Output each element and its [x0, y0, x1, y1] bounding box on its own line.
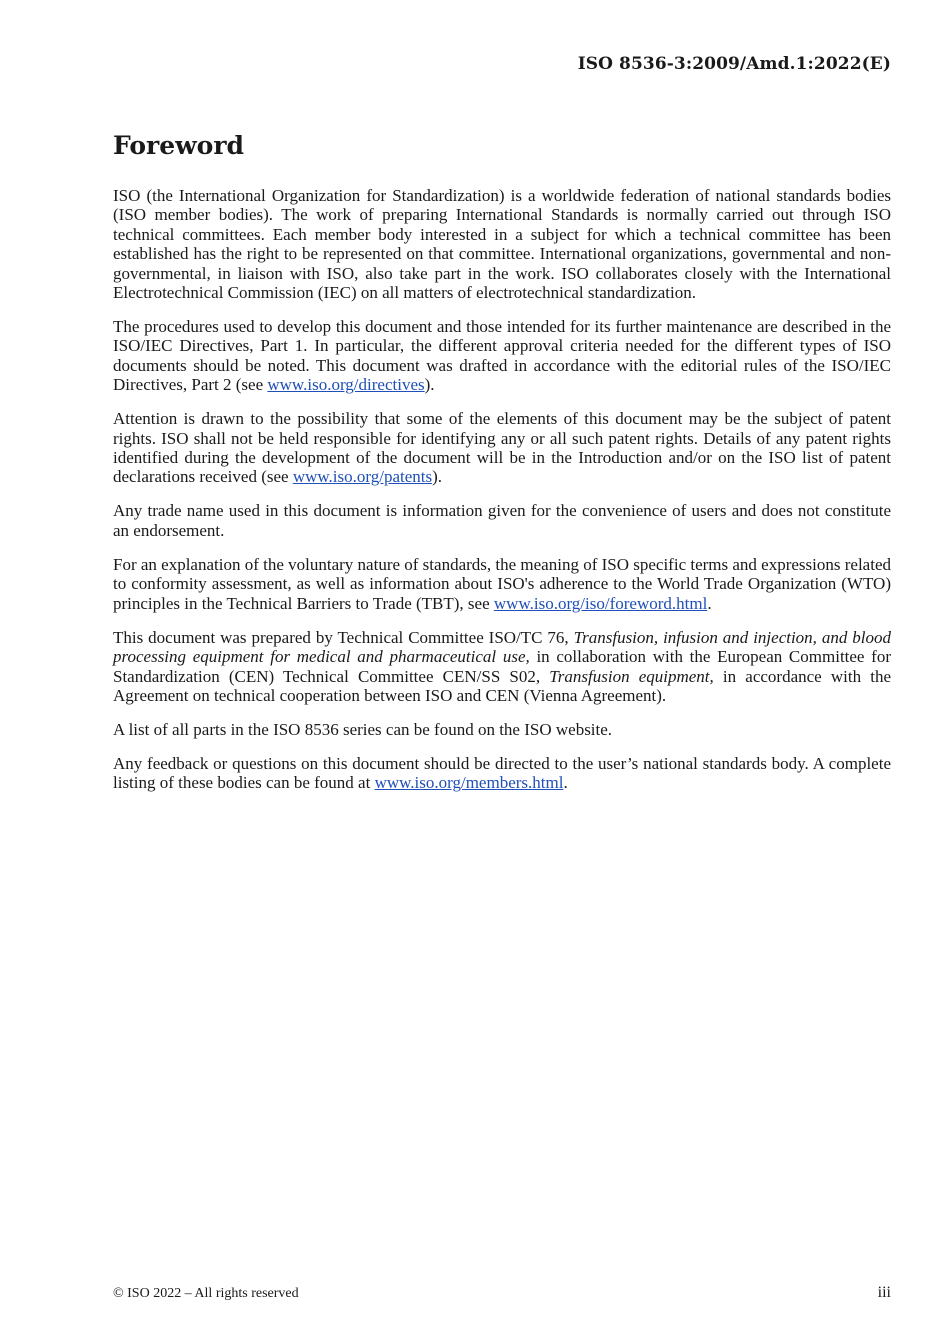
foreword-link[interactable]: www.iso.org/iso/foreword.html [493, 593, 708, 613]
cen-committee-title-italic: Transfusion equipment, [549, 666, 714, 686]
paragraph-voluntary-text: For an explanation of the voluntary nature of standards, the meaning of ISO specific terms and expressions related to conformity assessment, as well as information about ISO's adherence to the World Trade Organization (WTO) principles in the Technical Barriers to Trade (TBT), see [113, 554, 891, 613]
page-title: Foreword [113, 131, 244, 160]
paragraph-committee [113, 628, 891, 706]
paragraph-committee-a: This document was prepared by Technical Committee ISO/TC 76, [113, 627, 574, 647]
paragraph-iso-intro: ISO (the International Organization for Standardization) is a worldwide federation of national standards bodies (ISO member bodies). The work of preparing International Standards is normally carried out through ISO technical committees. Each member body interested in a subject for which a technical committee has been established has the right to be represented on that committee. International organizations, governmental and non-governmental, in liaison with ISO, also take part in the work. ISO collaborates closely with the International Electrotechnical Commission (IEC) on all matters of electrotechnical standardization. [113, 186, 891, 303]
foreword-body [113, 186, 891, 807]
footer-page-number: iii [877, 1284, 891, 1301]
paragraph-feedback-text: Any feedback or questions on this document should be directed to the user’s national standards body. A complete listing of these bodies can be found at [113, 753, 891, 793]
directives-link[interactable]: www.iso.org/directives [267, 375, 425, 395]
paragraph-procedures-end: ). [424, 375, 435, 395]
committee-title-italic: Transfusion, infusion and injection, and blood processing equipment for medical and pharmaceutical use, [113, 627, 891, 667]
paragraph-committee-c: in accordance with the Agreement on technical cooperation between ISO and CEN (Vienna Agreement). [113, 666, 891, 705]
paragraph-series-list: A list of all parts in the ISO 8536 series can be found on the ISO website. [113, 719, 613, 739]
paragraph-feedback-end: . [563, 773, 568, 793]
paragraph-trade-name: Any trade name used in this document is information given for the convenience of users and does not constitute an endorsement. [113, 501, 891, 540]
paragraph-feedback [113, 754, 891, 793]
paragraph-voluntary-nature [113, 555, 891, 613]
paragraph-voluntary-end: . [707, 593, 712, 613]
members-link[interactable]: www.iso.org/members.html [374, 773, 564, 793]
patents-link[interactable]: www.iso.org/patents [292, 467, 433, 487]
paragraph-procedures [113, 317, 891, 395]
paragraph-committee-b: in collaboration with the European Committee for Standardization (CEN) Technical Committee CEN/SS S02, [113, 647, 891, 686]
paragraph-procedures-text: The procedures used to develop this document and those intended for its further maintenance are described in the ISO/IEC Directives, Part 1. In particular, the different approval criteria needed for the different types of ISO documents should be noted. This document was drafted in accordance with the editorial rules of the ISO/IEC Directives, Part 2 (see [113, 317, 891, 395]
document-id-header: ISO 8536-3:2009/Amd.1:2022(E) [577, 54, 891, 74]
paragraph-patents [113, 409, 891, 487]
footer-copyright: © ISO 2022 – All rights reserved [113, 1286, 299, 1301]
paragraph-patents-text: Attention is drawn to the possibility that some of the elements of this document may be the subject of patent rights. ISO shall not be held responsible for identifying any or all such patent rights. Details of any patent rights identified during the development of the document will be in the Introduction and/or on the ISO list of patent declarations received (see [113, 409, 891, 487]
paragraph-patents-end: ). [432, 467, 443, 487]
